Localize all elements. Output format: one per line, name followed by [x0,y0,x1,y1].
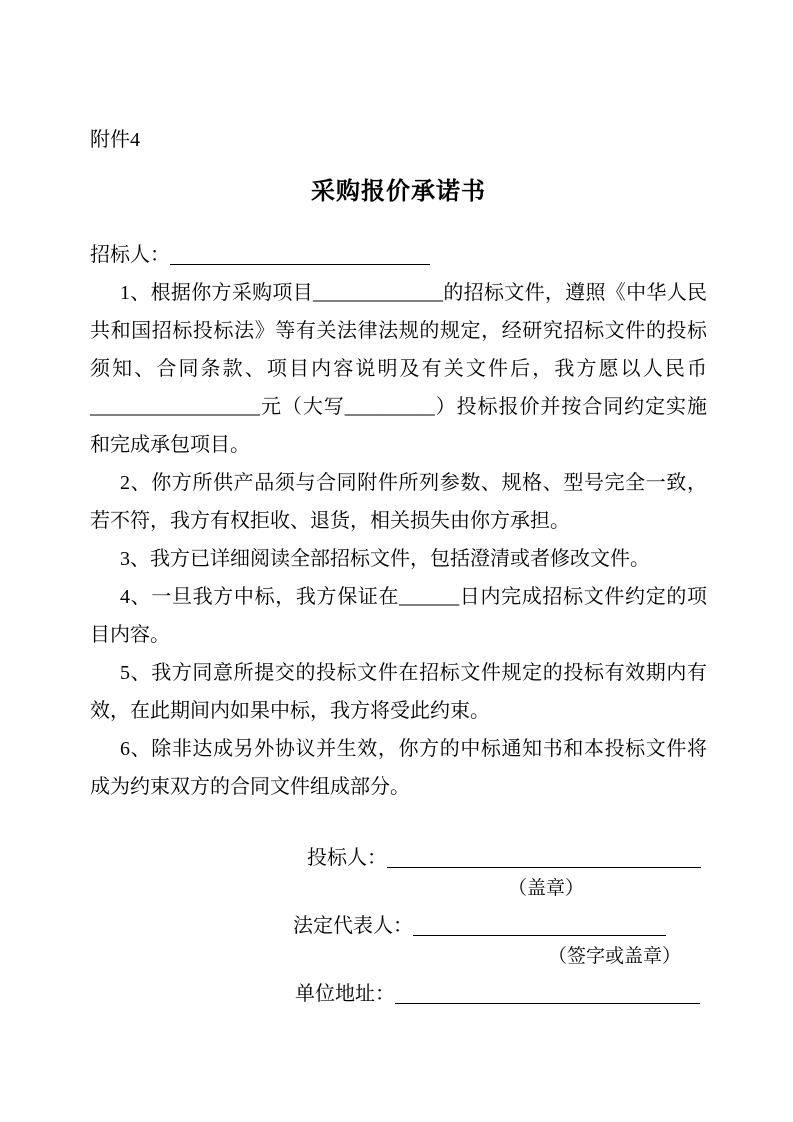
bidder-signature-label: 投标人： [307,847,387,869]
tenderer-blank-line [170,244,430,265]
commitment-paragraph-4: 4、一旦我方中标，我方保证在______日内完成招标文件约定的项目内容。 [90,586,707,646]
tenderer-label: 招标人： [90,244,170,266]
document-title: 采购报价承诺书 [311,179,486,205]
address-label: 单位地址： [295,983,395,1005]
legal-rep-label: 法定代表人： [293,915,413,937]
attachment-label: 附件4 [90,129,140,151]
bidder-signature-blank-line [387,847,701,868]
address-row [90,975,707,1013]
bidder-signature-row [90,839,707,877]
legal-rep-signature-row [90,907,707,945]
seal-caption: （盖章） [508,878,585,899]
tenderer-field [90,236,707,274]
commitment-paragraph-2: 2、你方所供产品须与合同附件所列参数、规格、型号完全一致，若不符，我方有权拒收、退货，相关损失由你方承担。 [90,472,707,532]
commitment-paragraph-1: 1、根据你方采购项目_____________的招标文件，遵照《中华人民共和国招标投标法》等有关法律法规的规定，经研究招标文件的投标须知、合同条款、项目内容说明及有关文件后，我方愿以人民币_________________元（大写_________）投标报价并按合同约定实施和完成承包项目。 [90,282,707,456]
signature-block [90,839,707,1013]
commitment-paragraph-3: 3、我方已详细阅读全部招标文件，包括澄清或者修改文件。 [120,548,650,570]
document-body [90,236,707,806]
bidder-seal-caption-row [90,877,707,901]
legal-rep-blank-line [413,915,666,936]
commitment-paragraph-5: 5、我方同意所提交的投标文件在招标文件规定的投标有效期内有效，在此期间内如果中标，我方将受此约束。 [90,662,707,722]
commitment-paragraph-6: 6、除非达成另外协议并生效，你方的中标通知书和本投标文件将成为约束双方的合同文件组成部分。 [90,738,707,798]
address-blank-line [395,983,700,1004]
legal-rep-caption-row [90,945,707,969]
sign-or-seal-caption: （签字或盖章） [548,946,682,967]
